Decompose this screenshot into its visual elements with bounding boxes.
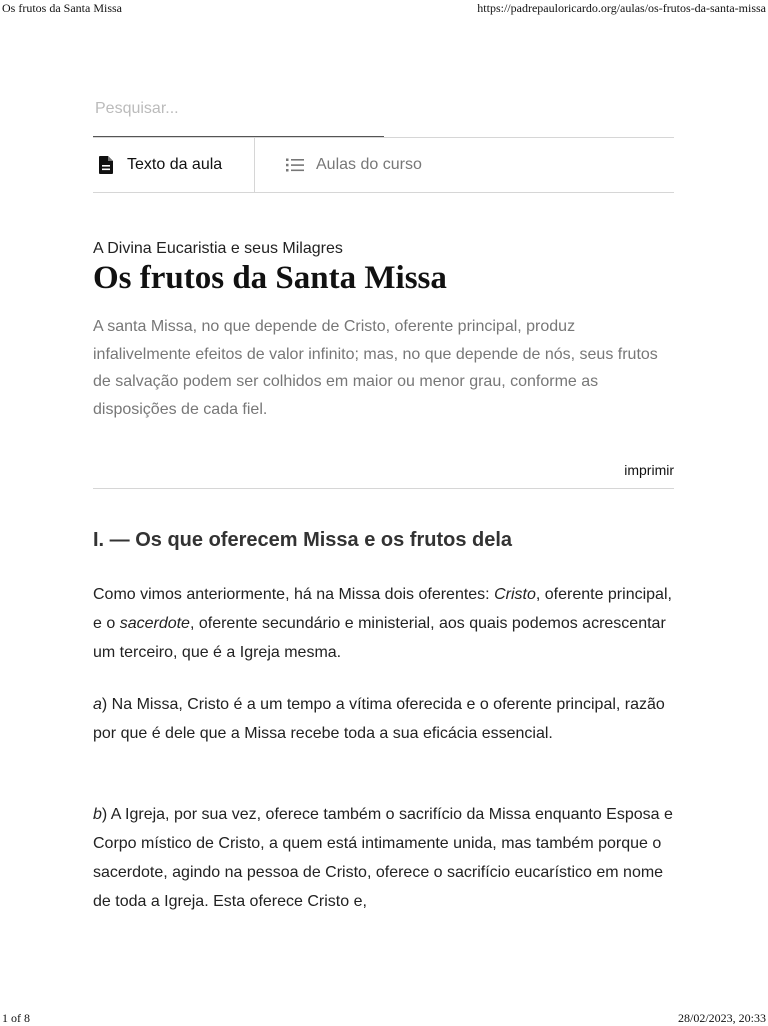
page-number: 1 of 8 xyxy=(2,1011,30,1025)
search-input[interactable] xyxy=(93,96,388,122)
text-run: Como vimos anteriormente, há na Missa dois oferentes: xyxy=(93,586,495,603)
tab-lesson-text[interactable] xyxy=(93,138,255,192)
tab-course-lessons[interactable] xyxy=(286,138,422,192)
text-run: ) Na Missa, Cristo é a um tempo a vítima oferecida e o oferente principal, razão por que é dele que a Missa recebe toda a sua eficácia essencial. xyxy=(93,696,665,742)
print-datetime: 28/02/2023, 20:33 xyxy=(677,1011,766,1025)
document-icon xyxy=(97,156,115,174)
emphasis-sacerdote: sacerdote xyxy=(119,615,190,632)
lesson-summary: A santa Missa, no que depende de Cristo, oferente principal, produz infalivelmente efeitos de valor infinito; mas, no que depende de nós, seus frutos de salvação podem ser colhidos em maior ou menor grau, conforme as disposições de cada fiel. xyxy=(93,318,658,418)
print-header-title: Os frutos da Santa Missa xyxy=(2,1,122,15)
tab-lesson-text-label: Texto da aula xyxy=(127,156,223,173)
text-run: ) A Igreja, por sua vez, oferece também o sacrifício da Missa enquanto Esposa e Corpo místico de Cristo, a quem está intimamente unida, mas também porque o sacerdote, agindo na pessoa de Cristo, oferece o sacrifício eucarístico em nome de toda a Igreja. Esta oferece Cristo e, xyxy=(93,806,673,910)
text-run: , oferente secundário e ministerial, aos quais podemos acrescentar um terceiro, que é a Igreja mesma. xyxy=(93,615,666,661)
print-header xyxy=(0,0,768,16)
list-marker-b: b xyxy=(93,806,102,823)
section-heading: I. — Os que oferecem Missa e os frutos dela xyxy=(93,529,513,551)
text-run: , oferente principal, e o xyxy=(93,586,672,632)
lesson-tabs xyxy=(93,137,674,193)
print-header-url: https://padrepauloricardo.org/aulas/os-frutos-da-santa-missa xyxy=(477,1,766,15)
paragraph-offerers xyxy=(93,580,678,667)
divider xyxy=(93,488,674,489)
search-bar xyxy=(93,96,384,137)
page-title: Os frutos da Santa Missa xyxy=(93,260,447,296)
list-icon xyxy=(286,156,304,174)
paragraph-b xyxy=(93,800,678,916)
tab-course-lessons-label: Aulas do curso xyxy=(316,156,422,173)
emphasis-cristo: Cristo xyxy=(494,586,536,603)
course-name: A Divina Eucaristia e seus Milagres xyxy=(93,240,343,257)
paragraph-a xyxy=(93,690,678,748)
list-marker-a: a xyxy=(93,696,102,713)
print-link[interactable]: imprimir xyxy=(624,462,674,478)
